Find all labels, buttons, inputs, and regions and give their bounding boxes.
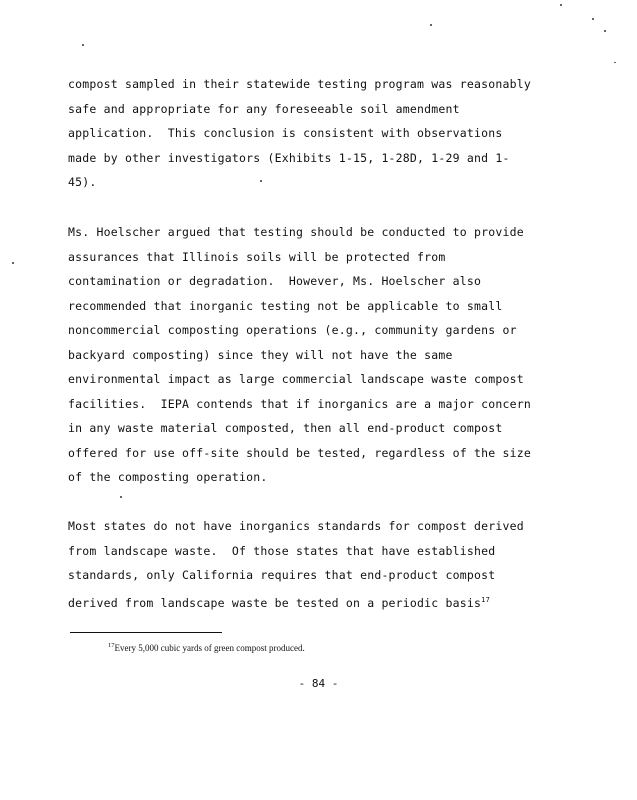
scan-speck bbox=[592, 18, 594, 20]
scan-speck bbox=[430, 24, 432, 26]
paragraph-line: safe and appropriate for any foreseeable soil amendment bbox=[68, 101, 460, 116]
page-number: - 84 - bbox=[298, 677, 339, 690]
paragraph-line: Ms. Hoelscher argued that testing should be conducted to provide bbox=[68, 225, 524, 239]
paragraph-line: 45). bbox=[68, 175, 97, 189]
paragraph-line: compost sampled in their statewide testing program was reasonably bbox=[68, 77, 532, 91]
paragraph-line: backyard composting) since they will not have the same bbox=[68, 347, 453, 362]
footnote bbox=[108, 640, 305, 654]
paragraph-line: from landscape waste. Of those states that have established bbox=[68, 543, 496, 558]
paragraph-line: Most states do not have inorganics standards for compost derived bbox=[68, 519, 524, 533]
footnote-separator bbox=[70, 632, 222, 633]
paragraph-3 bbox=[68, 514, 568, 615]
paragraph-line: contamination or degradation. However, Ms. Hoelscher also bbox=[68, 274, 482, 288]
paragraph-1 bbox=[68, 72, 568, 195]
footnote-reference: 17 bbox=[481, 595, 491, 604]
paragraph-line: recommended that inorganic testing not be applicable to small bbox=[68, 298, 503, 313]
paragraph-line bbox=[68, 588, 568, 616]
paragraph-line-text: derived from landscape waste be tested on a periodic basis bbox=[68, 595, 482, 610]
paragraph-line: in any waste material composted, then all end-product compost bbox=[68, 421, 503, 435]
footnote-text: Every 5,000 cubic yards of green compost produced. bbox=[114, 643, 305, 653]
scan-speck bbox=[12, 262, 14, 264]
footnote-marker: 17 bbox=[108, 642, 115, 649]
scan-speck bbox=[560, 4, 562, 6]
paragraph-line: offered for use off-site should be tested, regardless of the size bbox=[68, 445, 532, 460]
paragraph-line: facilities. IEPA contends that if inorganics are a major concern bbox=[68, 396, 532, 411]
paragraph-line: of the composting operation. bbox=[68, 470, 268, 484]
paragraph-line: standards, only California requires that end-product compost bbox=[68, 568, 496, 582]
scan-speck bbox=[120, 496, 122, 498]
scan-speck bbox=[614, 62, 616, 63]
paragraph-line: assurances that Illinois soils will be protected from bbox=[68, 249, 446, 264]
paragraph-line: environmental impact as large commercial landscape waste compost bbox=[68, 372, 524, 386]
scan-speck bbox=[604, 30, 606, 32]
paragraph-line: noncommercial composting operations (e.g., community gardens or bbox=[68, 323, 517, 337]
scan-speck bbox=[82, 44, 84, 46]
paragraph-line: application. This conclusion is consistent with observations bbox=[68, 126, 503, 140]
paragraph-2 bbox=[68, 220, 568, 490]
scan-speck bbox=[260, 180, 262, 182]
paragraph-line: made by other investigators (Exhibits 1-15, 1-28D, 1-29 and 1- bbox=[68, 150, 510, 165]
